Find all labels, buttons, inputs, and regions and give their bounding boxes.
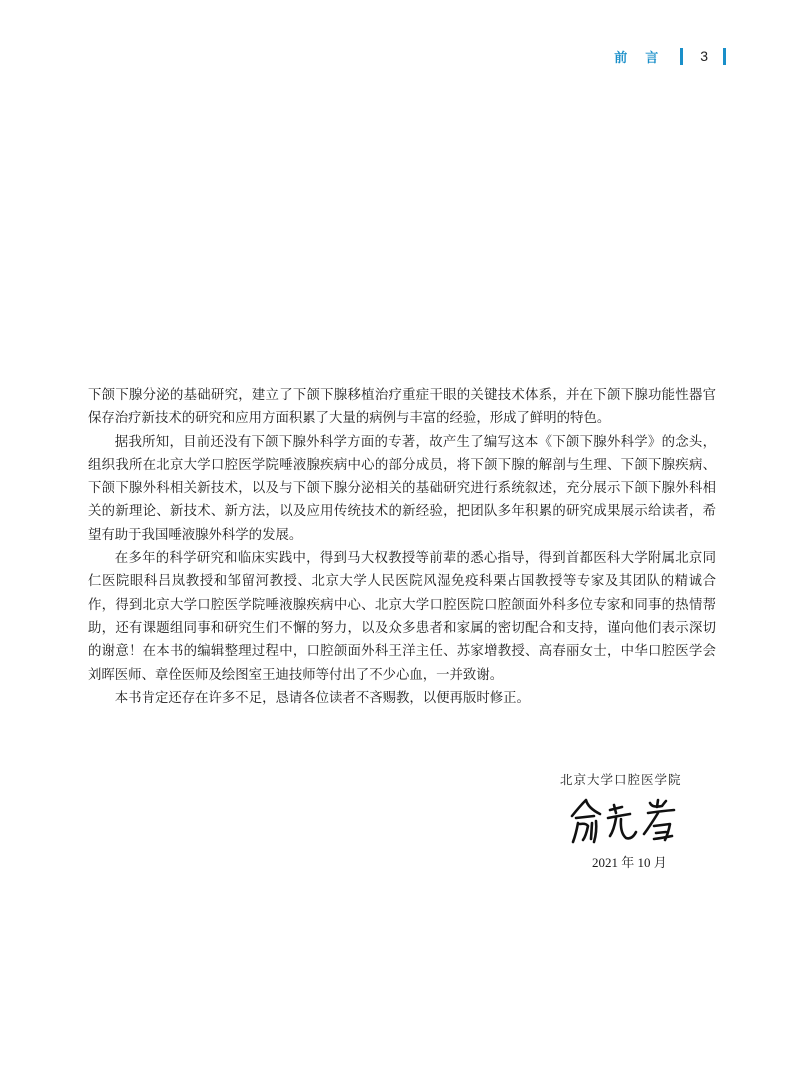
handwritten-signature xyxy=(566,796,696,846)
paragraph-continued: 下颌下腺分泌的基础研究，建立了下颌下腺移植治疗重症干眼的关键技术体系，并在下颌下腺功能性器官保存治疗新技术的研究和应用方面积累了大量的病例与丰富的经验，形成了鲜明的特色。 xyxy=(88,388,716,427)
signing-date: 2021 年 10 月 xyxy=(592,855,667,870)
paragraph: 本书肯定还存在许多不足，恳请各位读者不吝赐教，以便再版时修正。 xyxy=(114,690,530,706)
preface-body xyxy=(88,384,716,710)
paragraph: 在多年的科学研究和临床实践中，得到马大权教授等前辈的悉心指导，得到首都医科大学附属北京同仁医院眼科吕岚教授和邹留河教授、北京大学人民医院风湿免疫科栗占国教授等专家及其团队的精诚合作，得到北京大学口腔医学院唾液腺疾病中心、北京大学口腔医院口腔颌面外科多位专家和同事的热情帮助，还有课题组同事和研究生们不懈的努力，以及众多患者和家属的密切配合和支持，谨向他们表示深切的谢意！在本书的编辑整理过程中，口腔颌面外科王洋主任、苏家增教授、高春丽女士，中华口腔医学会刘晖医师、章佺医师及绘图室王迪技师等付出了不少心血，一并致谢。 xyxy=(88,551,716,683)
section-title: 前言 xyxy=(614,50,677,66)
page-number: 3 xyxy=(700,48,708,64)
author-institution: 北京大学口腔医学院 xyxy=(560,772,682,787)
page-header xyxy=(614,44,726,68)
header-divider-right xyxy=(723,48,726,65)
paragraph: 据我所知，目前还没有下颌下腺外科学方面的专著，故产生了编写这本《下颌下腺外科学》的念头，组织我所在北京大学口腔医学院唾液腺疾病中心的部分成员，将下颌下腺的解剖与生理、下颌下腺疾病、下颌下腺外科相关新技术，以及与下颌下腺分泌相关的基础研究进行系统叙述，充分展示下颌下腺外科相关的新理论、新技术、新方法，以及应用传统技术的新经验，把团队多年积累的研究成果展示给读者，希望有助于我国唾液腺外科学的发展。 xyxy=(88,434,716,543)
signature-block xyxy=(560,770,730,871)
header-divider-left xyxy=(680,48,683,65)
